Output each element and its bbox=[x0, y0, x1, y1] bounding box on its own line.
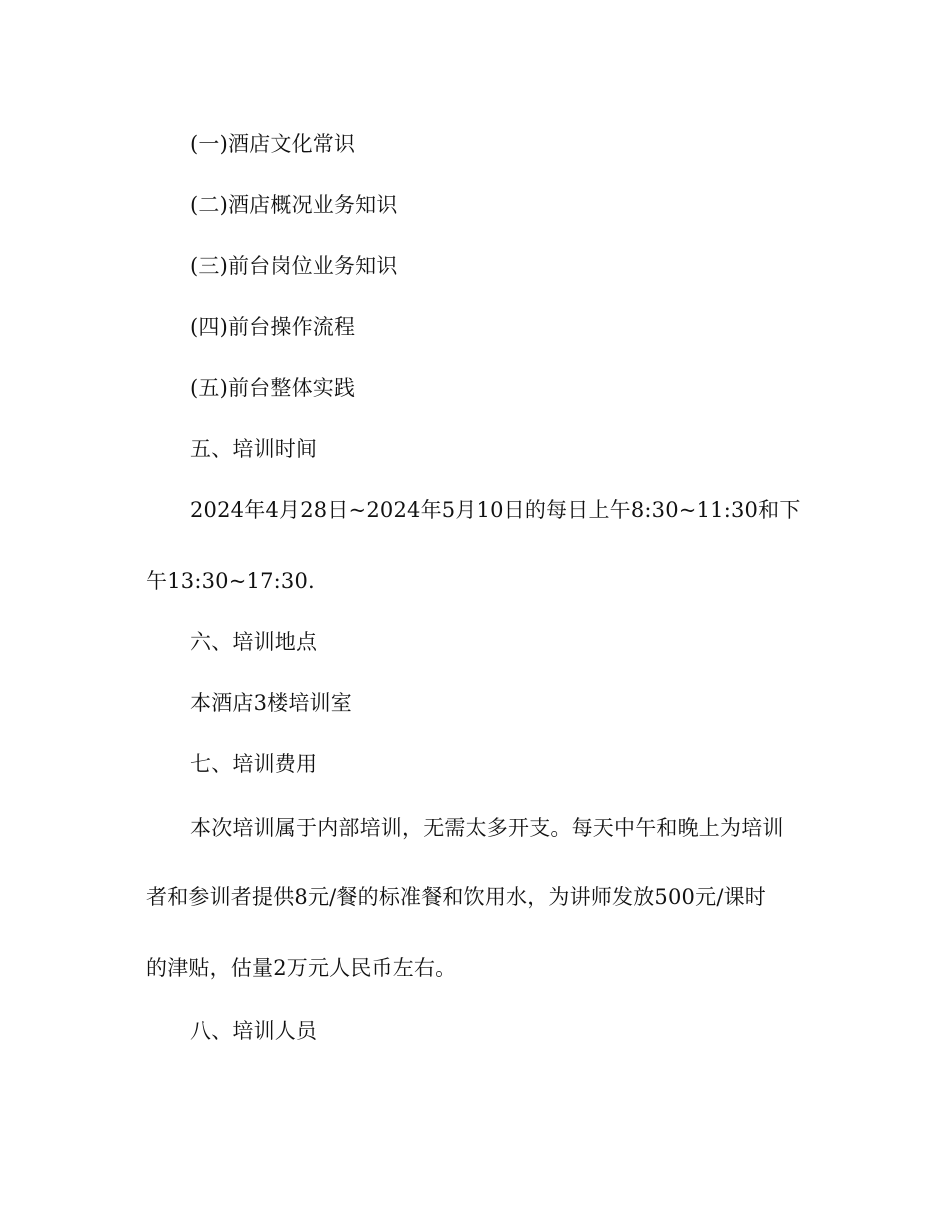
list-item: (三)前台岗位业务知识 bbox=[190, 254, 398, 278]
paragraph-line: 本酒店3楼培训室 bbox=[190, 691, 352, 715]
paragraph-line: 2024年4月28日~2024年5月10日的每日上午8:30~11:30和下 bbox=[190, 498, 801, 522]
section-heading-training-location: 六、培训地点 bbox=[190, 630, 318, 654]
paragraph-line: 本次培训属于内部培训，无需太多开支。每天中午和晚上为培训 bbox=[190, 816, 784, 840]
list-item: (一)酒店文化常识 bbox=[190, 132, 356, 156]
section-heading-training-cost: 七、培训费用 bbox=[190, 752, 318, 776]
section-heading-training-time: 五、培训时间 bbox=[190, 437, 318, 461]
section-heading-training-staff: 八、培训人员 bbox=[190, 1019, 318, 1043]
paragraph-line: 午13:30~17:30. bbox=[146, 569, 315, 593]
list-item: (四)前台操作流程 bbox=[190, 315, 356, 339]
list-item: (二)酒店概况业务知识 bbox=[190, 193, 398, 217]
paragraph-line: 的津贴，估量2万元人民币左右。 bbox=[146, 956, 457, 980]
list-item: (五)前台整体实践 bbox=[190, 376, 356, 400]
paragraph-line: 者和参训者提供8元/餐的标准餐和饮用水，为讲师发放500元/课时 bbox=[146, 885, 766, 909]
